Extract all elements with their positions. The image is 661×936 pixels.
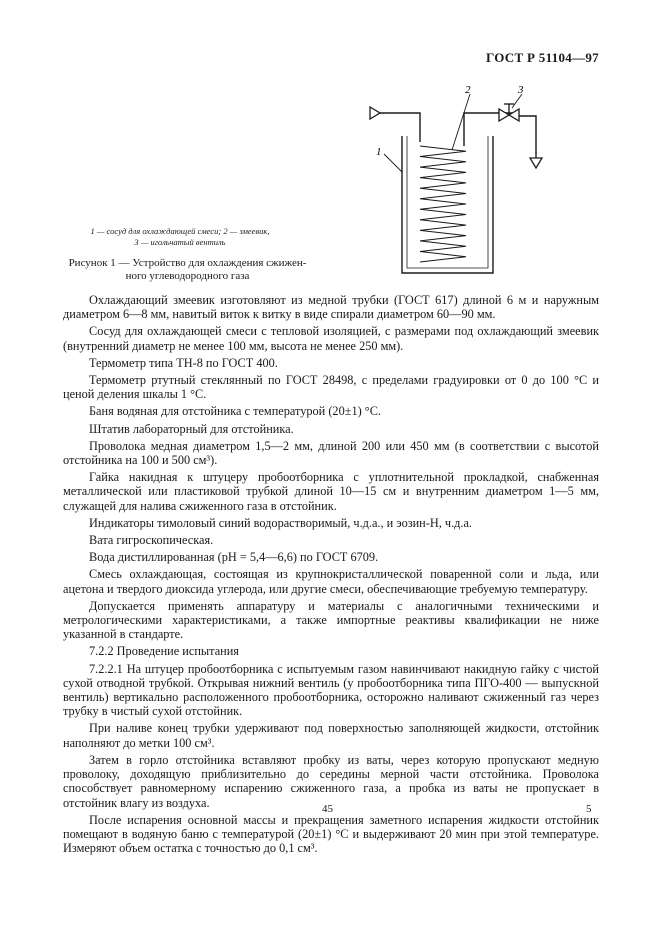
paragraph: Вата гигроскопическая. xyxy=(89,533,214,548)
figure-label-3: 3 xyxy=(518,84,524,96)
body-text xyxy=(63,293,599,858)
paragraph: Термометр ртутный стеклянный по ГОСТ 28498, с пределами градуировки от 0 до 100 °С и ценой деления шкалы 1 °С. xyxy=(63,373,599,402)
outlet-arrow-icon xyxy=(530,158,542,168)
paragraph: Индикаторы тимоловый синий водорастворимый, ч.д.а., и эозин-Н, ч.д.а. xyxy=(89,515,473,530)
section-heading: 7.2.2 Проведение испытания xyxy=(89,644,239,659)
inlet-pipe xyxy=(380,113,420,142)
paragraph: 7.2.2.1 На штуцер пробоотборника с испытуемым газом навинчивают накидную гайку с чистой сухой отводной трубкой. Открывая нижний вентиль (у пробоотборника типа ПГО-400 — выпускной вентиль) вертикально расположенного пробоотборника, осторожно наливают сжиженный газ через трубку в чистый сухой отстойник. xyxy=(63,661,599,719)
paragraph: Проволока медная диаметром 1,5—2 мм, длиной 200 или 450 мм (в соответствии с высотой отстойника на 100 и 500 см³). xyxy=(63,438,599,468)
legend-line: 3 — игольчатый вентиль xyxy=(134,237,226,247)
paragraph: При наливе конец трубки удерживают под поверхностью заполняющей жидкости, отстойник наполняют до метки 100 см³. xyxy=(63,721,599,750)
paragraph: Вода дистиллированная (рН = 5,4—6,6) по ГОСТ 6709. xyxy=(89,550,379,565)
caption-line: Рисунок 1 — Устройство для охлаждения сжижен- xyxy=(68,257,307,269)
paragraph: Термометр типа ТН-8 по ГОСТ 400. xyxy=(89,355,278,370)
paragraph: Допускается применять аппаратуру и материалы с аналогичными техническими и метрологическими характеристиками, а также импортные реактивы квалификации не ниже указанной в стандарте. xyxy=(63,598,599,642)
paragraph: Смесь охлаждающая, состоящая из крупнокристаллической поваренной соли и льда, или ацетона и твердого диоксида углерода, или другие смеси, обеспечивающие требуемую температуру. xyxy=(63,567,599,596)
paragraph: Охлаждающий змеевик изготовляют из медной трубки (ГОСТ 617) длиной 6 м и наружным диаметром 6—8 мм, навитый виток к витку в виде спирали диаметром 60—90 мм. xyxy=(63,293,599,322)
coil xyxy=(420,146,466,262)
paragraph: После испарения основной массы и прекращения заметного испарения жидкости отстойник помещают в водяную баню с температурой (20±1) °С и выдерживают 20 мин при этой температуре. Измеряют объем остатка с точностью до 0,1 см³. xyxy=(63,812,599,856)
leader-line-1 xyxy=(384,154,402,172)
vessel-outline xyxy=(402,136,493,273)
needle-valve-icon xyxy=(499,104,519,121)
paragraph: Баня водяная для отстойника с температурой (20±1) °С. xyxy=(89,404,381,419)
leader-line-2 xyxy=(452,94,470,150)
paragraph: Штатив лабораторный для отстойника. xyxy=(89,421,294,436)
figure-legend xyxy=(60,226,300,248)
legend-line: 1 — сосуд для охлаждающей смеси; 2 — змеевик, xyxy=(90,226,270,236)
paragraph: Затем в горло отстойника вставляют пробку из ваты, через которую пропускают медную проволоку, доходящую приблизительно до середины мерной части отстойника. Проволока способствует равномерному испарению сжиженного газа, а пробка из ваты не пропускает в отстойник влагу из воздуха. xyxy=(63,752,599,810)
figure-label-2: 2 xyxy=(465,84,471,96)
figure-caption xyxy=(60,257,315,283)
figure-label-1: 1 xyxy=(376,146,382,158)
standard-header: ГОСТ Р 51104—97 xyxy=(485,50,599,65)
page-number-right: 5 xyxy=(586,803,592,815)
paragraph: Сосуд для охлаждающей смеси с тепловой изоляцией, с размерами под охлаждающий змеевик (внутренний диаметр не менее 100 мм, высота не менее 250 мм). xyxy=(63,324,599,353)
cooling-device-diagram xyxy=(360,80,570,280)
page-number-center: 45 xyxy=(322,803,333,815)
caption-line: ного углеводородного газа xyxy=(125,270,250,282)
leader-line-3 xyxy=(512,94,522,108)
inlet-arrow-icon xyxy=(370,107,380,119)
cooling-device-figure xyxy=(360,80,570,280)
paragraph: Гайка накидная к штуцеру пробоотборника с уплотнительной прокладкой, снабженная металлической или пластиковой трубкой длиной 10—15 см и внутренним диаметром 1—5 мм, служащей для налива сжиженного газа в отстойник. xyxy=(63,470,599,513)
